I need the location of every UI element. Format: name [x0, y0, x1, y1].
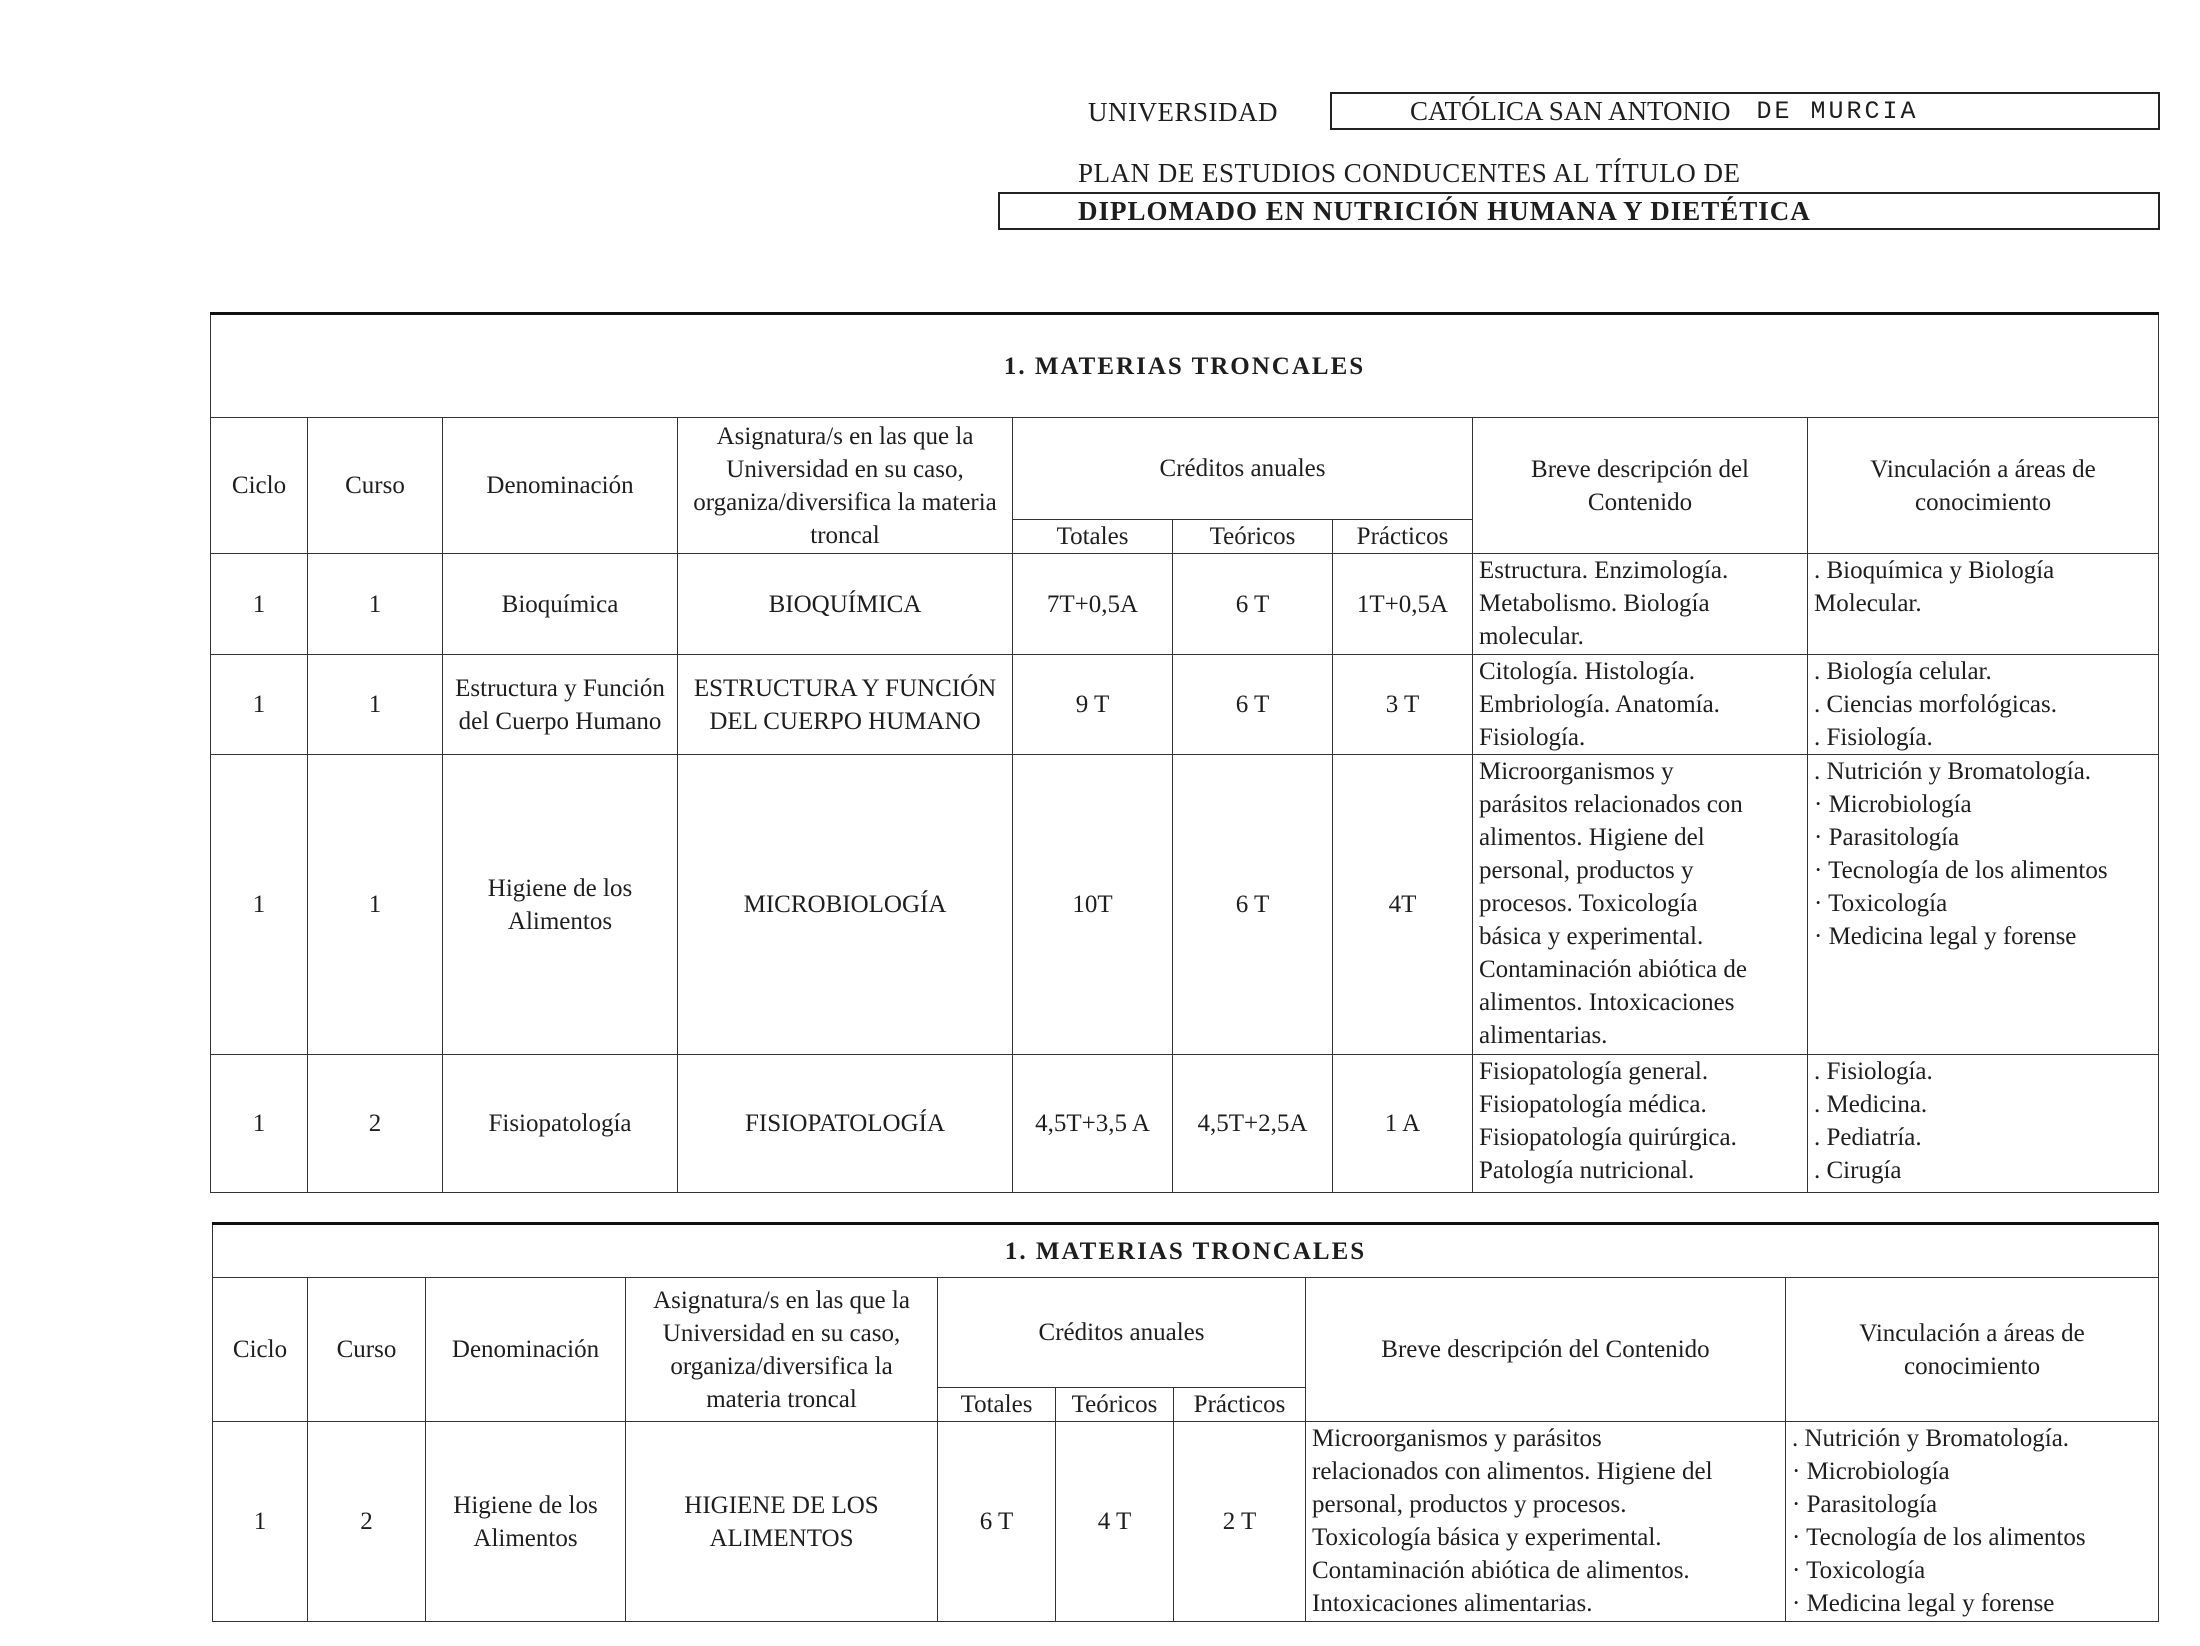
col-header-asignatura: Asignatura/s en las que la Universidad en su caso, organiza/diversifica la materia troncal: [626, 1278, 938, 1422]
area-line: · Toxicología: [1792, 1557, 1926, 1584]
desc-line: Microorganismos y: [1479, 758, 1674, 785]
col-header-asignatura: Asignatura/s en las que la Universidad en su caso, organiza/diversifica la materia troncal: [678, 418, 1013, 554]
cell-curso: 2: [308, 1055, 443, 1193]
area-line: . Fisiología.: [1814, 1058, 1933, 1085]
desc-line: Patología nutricional.: [1479, 1157, 1695, 1184]
col-header-denominacion: Denominación: [426, 1278, 626, 1422]
desc-line: relacionados con alimentos. Higiene del: [1312, 1458, 1713, 1485]
col-header-creditos: Créditos anuales: [1013, 418, 1473, 520]
area-line: · Tecnología de los alimentos: [1814, 857, 2108, 884]
cell-practicos: 1T+0,5A: [1333, 554, 1473, 655]
cell-descripcion: [1306, 1422, 1786, 1622]
cell-totales: 4,5T+3,5 A: [1013, 1055, 1173, 1193]
area-line: . Pediatría.: [1814, 1124, 1922, 1151]
col-header-denominacion: Denominación: [443, 418, 678, 554]
degree-box: [998, 192, 2160, 230]
col-header-curso: Curso: [308, 418, 443, 554]
desc-line: Fisiopatología general.: [1479, 1058, 1709, 1085]
cell-teoricos: 6 T: [1173, 655, 1333, 755]
table-row: [211, 554, 2159, 655]
cell-totales: 9 T: [1013, 655, 1173, 755]
cell-asignatura: ESTRUCTURA Y FUNCIÓN DEL CUERPO HUMANO: [678, 655, 1013, 755]
cell-practicos: 1 A: [1333, 1055, 1473, 1193]
area-line: . Ciencias morfológicas.: [1814, 691, 2057, 718]
degree-title: DIPLOMADO EN NUTRICIÓN HUMANA Y DIETÉTICA: [1078, 195, 1811, 226]
cell-ciclo: 1: [211, 1055, 308, 1193]
area-line: . Nutrición y Bromatología.: [1792, 1425, 2070, 1452]
cell-teoricos: 6 T: [1173, 554, 1333, 655]
area-line: · Toxicología: [1814, 890, 1948, 917]
cell-totales: 10T: [1013, 755, 1173, 1055]
cell-asignatura: HIGIENE DE LOS ALIMENTOS: [626, 1422, 938, 1622]
area-line: · Tecnología de los alimentos: [1792, 1524, 2086, 1551]
desc-line: molecular.: [1479, 623, 1584, 650]
cell-vinculacion: [1808, 554, 2159, 655]
cell-totales: 7T+0,5A: [1013, 554, 1173, 655]
cell-vinculacion: [1808, 1055, 2159, 1193]
materias-table-2: [212, 1222, 2159, 1622]
cell-denominacion: Fisiopatología: [443, 1055, 678, 1193]
desc-line: básica y experimental.: [1479, 923, 1704, 950]
desc-line: Intoxicaciones alimentarias.: [1312, 1590, 1593, 1617]
materias-table-1: [210, 312, 2159, 1193]
table-row: [211, 655, 2159, 755]
col-header-ciclo: Ciclo: [211, 418, 308, 554]
col-header-ciclo: Ciclo: [213, 1278, 308, 1422]
desc-line: Toxicología básica y experimental.: [1312, 1524, 1662, 1551]
cell-curso: 1: [308, 655, 443, 755]
col-header-descripcion: Breve descripción del Contenido: [1473, 418, 1808, 554]
area-line: . Nutrición y Bromatología.: [1814, 758, 2092, 785]
cell-ciclo: 1: [211, 655, 308, 755]
section-title: 1. MATERIAS TRONCALES: [211, 314, 2159, 418]
desc-line: Fisiopatología quirúrgica.: [1479, 1124, 1737, 1151]
area-line: · Microbiología: [1792, 1458, 1950, 1485]
area-line: · Parasitología: [1792, 1491, 1938, 1518]
col-header-practicos: Prácticos: [1174, 1388, 1306, 1422]
cell-descripcion: [1473, 655, 1808, 755]
cell-teoricos: 6 T: [1173, 755, 1333, 1055]
area-line: Molecular.: [1814, 590, 1922, 617]
cell-descripcion: [1473, 755, 1808, 1055]
desc-line: procesos. Toxicología: [1479, 890, 1698, 917]
desc-line: Contaminación abiótica de alimentos.: [1312, 1557, 1690, 1584]
cell-vinculacion: [1786, 1422, 2159, 1622]
col-header-teoricos: Teóricos: [1056, 1388, 1174, 1422]
area-line: · Parasitología: [1814, 824, 1960, 851]
desc-line: personal, productos y: [1479, 857, 1694, 884]
university-name-a: CATÓLICA SAN ANTONIO: [1410, 95, 1731, 126]
cell-descripcion: [1473, 554, 1808, 655]
desc-line: Citología. Histología.: [1479, 658, 1695, 685]
col-header-totales: Totales: [1013, 520, 1173, 554]
cell-ciclo: 1: [211, 554, 308, 655]
cell-totales: 6 T: [938, 1422, 1056, 1622]
col-header-vinculacion: Vinculación a áreas de conocimiento: [1786, 1278, 2159, 1422]
area-line: · Medicina legal y forense: [1792, 1590, 2055, 1617]
area-line: . Fisiología.: [1814, 724, 1933, 751]
plan-label: PLAN DE ESTUDIOS CONDUCENTES AL TÍTULO DE: [1078, 158, 1741, 188]
table-row: [211, 1055, 2159, 1193]
cell-curso: 2: [308, 1422, 426, 1622]
area-line: · Medicina legal y forense: [1814, 923, 2077, 950]
cell-asignatura: FISIOPATOLOGÍA: [678, 1055, 1013, 1193]
desc-line: personal, productos y procesos.: [1312, 1491, 1627, 1518]
cell-practicos: 2 T: [1174, 1422, 1306, 1622]
desc-line: Metabolismo. Biología: [1479, 590, 1710, 617]
cell-descripcion: [1473, 1055, 1808, 1193]
col-header-vinculacion: Vinculación a áreas de conocimiento: [1808, 418, 2159, 554]
cell-curso: 1: [308, 554, 443, 655]
table-row: [213, 1422, 2159, 1622]
university-label: UNIVERSIDAD: [1088, 97, 1278, 127]
cell-vinculacion: [1808, 655, 2159, 755]
section-title: 1. MATERIAS TRONCALES: [213, 1224, 2159, 1278]
cell-denominacion: Bioquímica: [443, 554, 678, 655]
desc-line: Fisiopatología médica.: [1479, 1091, 1707, 1118]
area-line: · Microbiología: [1814, 791, 1972, 818]
cell-denominacion: Higiene de los Alimentos: [443, 755, 678, 1055]
cell-asignatura: MICROBIOLOGÍA: [678, 755, 1013, 1055]
cell-denominacion: Estructura y Función del Cuerpo Humano: [443, 655, 678, 755]
cell-practicos: 3 T: [1333, 655, 1473, 755]
cell-practicos: 4T: [1333, 755, 1473, 1055]
col-header-totales: Totales: [938, 1388, 1056, 1422]
col-header-creditos: Créditos anuales: [938, 1278, 1306, 1388]
area-line: . Medicina.: [1814, 1091, 1928, 1118]
university-name-b: DE MURCIA: [1756, 96, 1919, 126]
cell-teoricos: 4,5T+2,5A: [1173, 1055, 1333, 1193]
desc-line: alimentos. Higiene del: [1479, 824, 1705, 851]
area-line: . Cirugía: [1814, 1157, 1902, 1184]
col-header-practicos: Prácticos: [1333, 520, 1473, 554]
desc-line: alimentarias.: [1479, 1022, 1608, 1049]
desc-line: Estructura. Enzimología.: [1479, 557, 1729, 584]
cell-denominacion: Higiene de los Alimentos: [426, 1422, 626, 1622]
cell-asignatura: BIOQUÍMICA: [678, 554, 1013, 655]
desc-line: parásitos relacionados con: [1479, 791, 1743, 818]
col-header-teoricos: Teóricos: [1173, 520, 1333, 554]
cell-teoricos: 4 T: [1056, 1422, 1174, 1622]
desc-line: alimentos. Intoxicaciones: [1479, 989, 1735, 1016]
col-header-curso: Curso: [308, 1278, 426, 1422]
desc-line: Embriología. Anatomía.: [1479, 691, 1720, 718]
cell-ciclo: 1: [213, 1422, 308, 1622]
cell-vinculacion: [1808, 755, 2159, 1055]
cell-curso: 1: [308, 755, 443, 1055]
desc-line: Microorganismos y parásitos: [1312, 1425, 1602, 1452]
university-name-box: [1330, 92, 2160, 130]
col-header-descripcion: Breve descripción del Contenido: [1306, 1278, 1786, 1422]
table-row: [211, 755, 2159, 1055]
cell-ciclo: 1: [211, 755, 308, 1055]
area-line: . Bioquímica y Biología: [1814, 557, 2055, 584]
desc-line: Fisiología.: [1479, 724, 1586, 751]
desc-line: Contaminación abiótica de: [1479, 956, 1747, 983]
area-line: . Biología celular.: [1814, 658, 1992, 685]
